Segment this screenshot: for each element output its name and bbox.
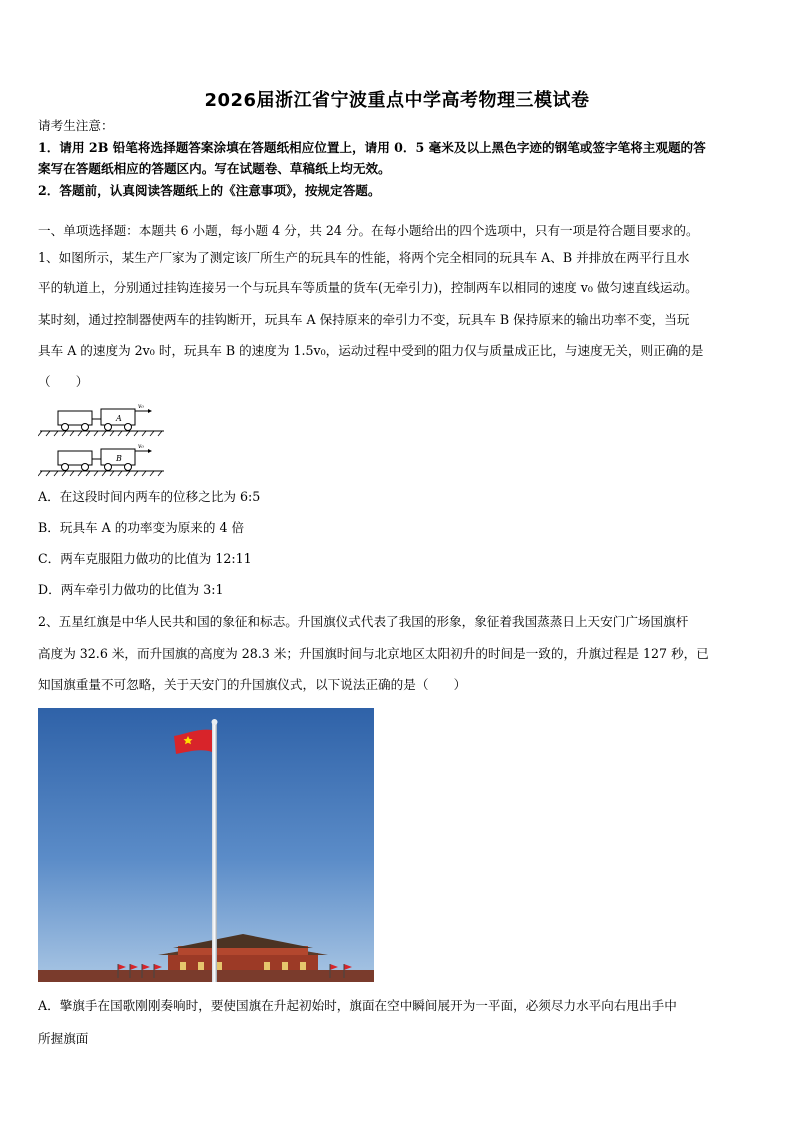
q1-stem-line-2: 平的轨道上，分别通过挂钩连接另一个与玩具车等质量的货车(无牵引力)，控制两车以相同的速度 v₀ 做匀速直线运动。 bbox=[38, 280, 698, 295]
track-a bbox=[38, 431, 164, 436]
toy-car-a bbox=[101, 403, 152, 431]
q2-stem-line-3: 知国旗重量不可忽略，关于天安门的升国旗仪式，以下说法正确的是（ ） bbox=[38, 677, 467, 692]
toy-car-b-label: B bbox=[116, 454, 122, 463]
page-title: 2026届浙江省宁波重点中学高考物理三模试卷 bbox=[204, 90, 590, 111]
notice-item-1-line-2: 案写在答题纸相应的答题区内。写在试题卷、草稿纸上均无效。 bbox=[38, 161, 391, 176]
q1-answer-blank: （ ） bbox=[38, 374, 89, 389]
notice-item-1-line-1: 1．请用 2B 铅笔将选择题答案涂填在答题纸相应位置上，请用 0．5 毫米及以上黑色字迹的钢笔或签字笔将主观题的答 bbox=[38, 140, 706, 155]
q2-option-a-line-1: A．擎旗手在国歌刚刚奏响时，要使国旗在升起初始时，旗面在空中瞬间展开为一平面，必须尽力水平向右甩出手中 bbox=[38, 998, 677, 1013]
velocity-label-a: v₀ bbox=[138, 403, 144, 410]
flagpole bbox=[212, 722, 217, 982]
q1-option-a: A．在这段时间内两车的位移之比为 6:5 bbox=[38, 489, 261, 504]
flag-raising-photo bbox=[38, 708, 374, 982]
flagpole-top bbox=[212, 719, 218, 725]
section-1-heading: 一、单项选择题：本题共 6 小题，每小题 4 分，共 24 分。在每小题给出的四个选项中，只有一项是符合题目要求的。 bbox=[38, 223, 699, 238]
toy-car-a-label: A bbox=[116, 414, 122, 423]
q1-cart-figure bbox=[38, 402, 166, 477]
q2-option-a-line-2: 所握旗面 bbox=[38, 1031, 89, 1046]
toy-car-b bbox=[101, 443, 152, 471]
notice-item-2: 2．答题前，认真阅读答题纸上的《注意事项》，按规定答题。 bbox=[38, 183, 381, 198]
q1-option-b: B．玩具车 A 的功率变为原来的 4 倍 bbox=[38, 520, 245, 535]
q1-stem-line-1: 1、如图所示，某生产厂家为了测定该厂所生产的玩具车的性能，将两个完全相同的玩具车 A、B 并排放在两平行且水 bbox=[38, 250, 690, 265]
notice-heading: 请考生注意： bbox=[38, 118, 114, 133]
q1-option-d: D．两车牵引力做功的比值为 3:1 bbox=[38, 582, 224, 597]
track-b bbox=[38, 471, 164, 476]
q2-stem-line-2: 高度为 32.6 米，而升国旗的高度为 28.3 米；升国旗时间与北京地区太阳初升的时间是一致的，升旗过程是 127 秒，已 bbox=[38, 646, 709, 661]
freight-car-b bbox=[58, 451, 101, 471]
velocity-label-b: v₀ bbox=[138, 443, 144, 450]
q1-stem-line-4: 具车 A 的速度为 2v₀ 时，玩具车 B 的速度为 1.5v₀，运动过程中受到的阻力仅与质量成正比，与速度无关，则正确的是 bbox=[38, 343, 704, 358]
q2-stem-line-1: 2、五星红旗是中华人民共和国的象征和标志。升国旗仪式代表了我国的形象，象征着我国蒸蒸日上天安门广场国旗杆 bbox=[38, 614, 689, 629]
q1-stem-line-3: 某时刻，通过控制器使两车的挂钩断开，玩具车 A 保持原来的牵引力不变，玩具车 B 保持原来的输出功率不变，当玩 bbox=[38, 312, 690, 327]
freight-car-a bbox=[58, 411, 101, 431]
q1-option-c: C．两车克服阻力做功的比值为 12:11 bbox=[38, 551, 252, 566]
